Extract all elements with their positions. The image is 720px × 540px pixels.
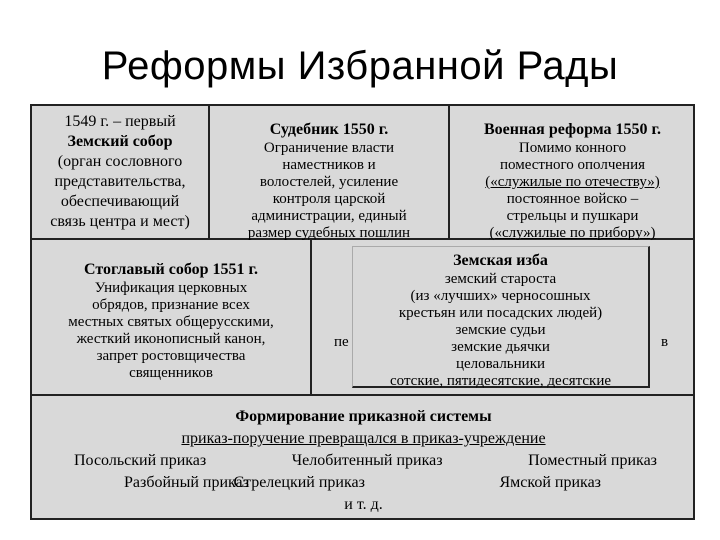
military-reform-line: Помимо конного: [518, 140, 627, 156]
prikaz-item: Поместный приказ: [528, 452, 657, 469]
stoglav-line: обрядов, признание всех: [92, 297, 250, 313]
zemskaya-izba-line: целовальники: [455, 356, 546, 372]
zemsky-sobor-name: Земский собор: [67, 133, 173, 150]
zemskaya-izba-line: земские дьячки: [451, 339, 550, 355]
stoglav-heading: Стоглавый собор 1551 г.: [83, 261, 259, 278]
sudebnik-line: наместников и: [282, 157, 376, 173]
zemskaya-izba-block: [352, 246, 650, 388]
divider: [448, 104, 450, 239]
prikaz-item: Ямской приказ: [499, 474, 601, 491]
prikaz-heading: Формирование приказной системы: [235, 408, 492, 425]
stoglav-line: священников: [129, 365, 213, 381]
prikaz-row: [34, 472, 693, 494]
zemskaya-izba-line: (из «лучших» черносошных: [410, 288, 591, 304]
prikaz-subheading: приказ-поручение превращался в приказ-учреждение: [181, 430, 546, 447]
prikaz-item: Посольский приказ: [74, 452, 207, 469]
zemsky-sobor-line: обеспечивающий: [60, 193, 180, 210]
zemsky-sobor-line: (орган сословного: [57, 153, 183, 170]
prikaz-row: [34, 450, 693, 472]
military-reform-line: постоянное войско –: [506, 191, 639, 207]
zemskaya-izba-heading: Земская изба: [453, 252, 548, 269]
zemsky-sobor-line: представительства,: [54, 173, 186, 190]
stoglav-line: жесткий иконописный канон,: [76, 331, 266, 347]
stoglav-line: Унификация церковных: [94, 280, 248, 296]
military-reform-block: [452, 108, 693, 241]
military-reform-line: поместного ополчения: [499, 157, 645, 173]
sudebnik-heading: Судебник 1550 г.: [269, 121, 389, 138]
prikaz-system-block: [34, 398, 693, 518]
zemskaya-izba-line: земский староста: [444, 271, 557, 287]
zemsky-sobor-line: 1549 г. – первый: [64, 113, 176, 130]
sudebnik-line: волостелей, усиление: [259, 174, 399, 190]
zemskaya-izba-line: сотские, пятидесятские, десятские: [389, 373, 611, 389]
stoglav-line: запрет ростовщичества: [96, 348, 246, 364]
page-title: Реформы Избранной Рады: [101, 44, 619, 88]
zemskaya-izba-line: крестьян или посадских людей): [398, 305, 603, 321]
divider: [30, 394, 695, 396]
zemskaya-izba-line: земские судьи: [455, 322, 546, 338]
prikaz-item: Стрелецкий приказ: [233, 474, 365, 491]
zemsky-sobor-line: связь центра и мест): [50, 213, 190, 230]
military-reform-heading: Военная реформа 1550 г.: [483, 121, 662, 138]
obscured-text-right: в: [661, 334, 669, 350]
prikaz-item: Челобитенный приказ: [291, 452, 443, 469]
zemsky-sobor-block: [34, 108, 206, 236]
obscured-text-left: пе: [334, 334, 349, 350]
stoglav-line: местных святых общерусскими,: [68, 314, 274, 330]
sudebnik-line: Ограничение власти: [263, 140, 395, 156]
sudebnik-line: размер судебных пошлин: [247, 225, 411, 241]
divider: [310, 238, 312, 395]
military-reform-line: («служилые по прибору»): [489, 225, 656, 241]
military-reform-line: («служилые по отечеству»): [485, 174, 660, 190]
stoglav-sobor-block: [34, 242, 308, 392]
prikaz-item: Разбойный приказ: [124, 474, 249, 491]
military-reform-line: стрельцы и пушкари: [506, 208, 639, 224]
sudebnik-line: администрации, единый: [251, 208, 407, 224]
sudebnik-block: [212, 108, 446, 241]
divider: [208, 104, 210, 239]
sudebnik-line: контроля царской: [272, 191, 386, 207]
prikaz-etc: и т. д.: [344, 496, 383, 513]
